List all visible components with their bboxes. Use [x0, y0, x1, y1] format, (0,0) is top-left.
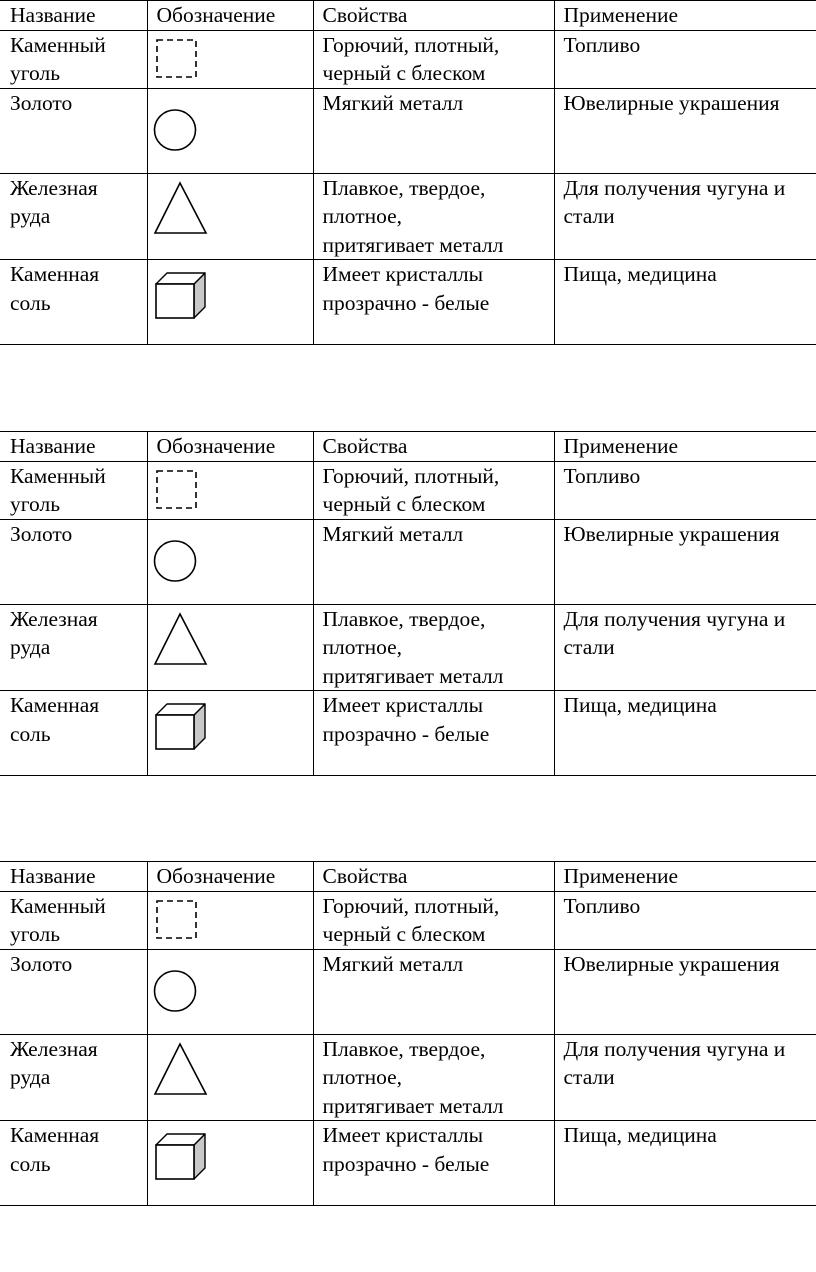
properties-line: Мягкий металл	[322, 521, 464, 546]
name-line: Каменный	[10, 893, 106, 918]
name-line: соль	[10, 721, 51, 746]
name-line: руда	[10, 204, 51, 228]
cube-icon	[148, 260, 313, 344]
name-line: уголь	[10, 922, 61, 946]
table-header-row	[0, 432, 816, 462]
cell-name	[0, 949, 147, 1034]
cell-properties	[313, 949, 554, 1034]
cell-properties	[313, 691, 554, 776]
use-line: Для получения чугуна и	[563, 606, 786, 631]
table-row	[0, 461, 816, 519]
cell-name	[0, 173, 147, 260]
properties-line: черный с блеском	[322, 492, 486, 516]
use-line: Топливо	[563, 893, 641, 918]
minerals-table	[0, 0, 816, 345]
circle-icon	[148, 520, 313, 604]
table-header-row	[0, 1, 816, 31]
properties-line: плотное,	[322, 204, 403, 228]
cell-use	[554, 88, 816, 173]
use-line: Ювелирные украшения	[563, 951, 780, 976]
header-use: Применение	[554, 862, 816, 892]
name-line: руда	[10, 635, 51, 659]
table-row	[0, 949, 816, 1034]
name-line: уголь	[10, 61, 61, 85]
name-line: Каменная	[10, 1123, 100, 1147]
use-line: Топливо	[563, 463, 641, 488]
header-symbol: Обозначение	[147, 862, 313, 892]
cell-properties	[313, 461, 554, 519]
name-line: Железная	[10, 606, 98, 631]
triangle-icon	[148, 174, 313, 258]
properties-line: черный с блеском	[322, 61, 486, 85]
use-line: стали	[563, 1065, 615, 1089]
cell-name	[0, 1121, 147, 1206]
cell-use	[554, 461, 816, 519]
header-properties: Свойства	[313, 1, 554, 31]
cell-properties	[313, 519, 554, 604]
use-line: Для получения чугуна и	[563, 175, 786, 200]
cell-name	[0, 891, 147, 949]
cell-symbol	[147, 1034, 313, 1121]
cell-use	[554, 691, 816, 776]
table-row	[0, 88, 816, 173]
name-line: Железная	[10, 1036, 98, 1061]
cell-symbol	[147, 30, 313, 88]
use-line: Пища, медицина	[563, 693, 717, 717]
properties-line: плотное,	[322, 1065, 403, 1089]
cell-use	[554, 891, 816, 949]
cell-properties	[313, 1121, 554, 1206]
cell-name	[0, 604, 147, 691]
name-line: Каменный	[10, 32, 106, 57]
cell-use	[554, 1121, 816, 1206]
cell-properties	[313, 260, 554, 345]
cell-use	[554, 173, 816, 260]
header-symbol: Обозначение	[147, 1, 313, 31]
cell-symbol	[147, 173, 313, 260]
properties-line: прозрачно - белые	[322, 290, 490, 315]
cell-name	[0, 260, 147, 345]
name-line: соль	[10, 290, 51, 315]
header-symbol: Обозначение	[147, 432, 313, 462]
table-row	[0, 691, 816, 776]
table-row	[0, 604, 816, 691]
cell-name	[0, 1034, 147, 1121]
cell-symbol	[147, 1121, 313, 1206]
cube-icon	[148, 691, 313, 775]
name-line: уголь	[10, 492, 61, 516]
header-name: Название	[0, 862, 147, 892]
cube-icon	[148, 1121, 313, 1205]
properties-line: Плавкое, твердое,	[322, 1036, 486, 1061]
minerals-table	[0, 431, 816, 776]
properties-line: Плавкое, твердое,	[322, 606, 486, 631]
use-line: Ювелирные украшения	[563, 90, 780, 115]
properties-line: плотное,	[322, 635, 403, 659]
properties-line: Плавкое, твердое,	[322, 175, 486, 200]
circle-icon	[148, 89, 313, 173]
use-line: Ювелирные украшения	[563, 521, 780, 546]
dashed-square-icon	[148, 892, 313, 948]
minerals-table	[0, 861, 816, 1206]
cell-use	[554, 1034, 816, 1121]
header-name: Название	[0, 432, 147, 462]
cell-symbol	[147, 519, 313, 604]
cell-use	[554, 519, 816, 604]
name-line: Золото	[10, 90, 73, 115]
use-line: Пища, медицина	[563, 1123, 717, 1147]
cell-properties	[313, 604, 554, 691]
cell-name	[0, 461, 147, 519]
cell-symbol	[147, 949, 313, 1034]
properties-line: прозрачно - белые	[322, 1151, 490, 1176]
cell-name	[0, 88, 147, 173]
name-line: Каменный	[10, 463, 106, 488]
name-line: Железная	[10, 175, 98, 200]
header-name: Название	[0, 1, 147, 31]
table-row	[0, 519, 816, 604]
cell-use	[554, 604, 816, 691]
properties-line: Имеет кристаллы	[322, 262, 484, 286]
properties-line: Мягкий металл	[322, 90, 464, 115]
dashed-square-icon	[148, 31, 313, 87]
properties-line: прозрачно - белые	[322, 721, 490, 746]
properties-line: Горючий, плотный,	[322, 463, 500, 488]
name-line: Каменная	[10, 262, 100, 286]
table-row	[0, 30, 816, 88]
properties-line: Мягкий металл	[322, 951, 464, 976]
dashed-square-icon	[148, 462, 313, 518]
cell-name	[0, 519, 147, 604]
circle-icon	[148, 950, 313, 1034]
table-header-row	[0, 862, 816, 892]
use-line: Для получения чугуна и	[563, 1036, 786, 1061]
name-line: Золото	[10, 521, 73, 546]
properties-line: Имеет кристаллы	[322, 1123, 484, 1147]
cell-properties	[313, 30, 554, 88]
properties-line: Горючий, плотный,	[322, 893, 500, 918]
table-row	[0, 1034, 816, 1121]
header-use: Применение	[554, 1, 816, 31]
table-row	[0, 260, 816, 345]
cell-name	[0, 30, 147, 88]
header-properties: Свойства	[313, 862, 554, 892]
use-line: стали	[563, 635, 615, 659]
triangle-icon	[148, 1035, 313, 1119]
table-row	[0, 173, 816, 260]
cell-symbol	[147, 691, 313, 776]
name-line: соль	[10, 1151, 51, 1176]
table-row	[0, 891, 816, 949]
cell-symbol	[147, 260, 313, 345]
header-properties: Свойства	[313, 432, 554, 462]
triangle-icon	[148, 605, 313, 689]
properties-line: черный с блеском	[322, 922, 486, 946]
use-line: Топливо	[563, 32, 641, 57]
properties-line: притягивает металл	[322, 663, 504, 688]
header-use: Применение	[554, 432, 816, 462]
properties-line: Имеет кристаллы	[322, 693, 484, 717]
cell-name	[0, 691, 147, 776]
cell-symbol	[147, 461, 313, 519]
cell-properties	[313, 88, 554, 173]
properties-line: Горючий, плотный,	[322, 32, 500, 57]
cell-properties	[313, 1034, 554, 1121]
name-line: руда	[10, 1065, 51, 1089]
properties-line: притягивает металл	[322, 232, 504, 257]
cell-use	[554, 30, 816, 88]
table-row	[0, 1121, 816, 1206]
cell-symbol	[147, 88, 313, 173]
name-line: Золото	[10, 951, 73, 976]
properties-line: притягивает металл	[322, 1093, 504, 1118]
cell-symbol	[147, 891, 313, 949]
cell-symbol	[147, 604, 313, 691]
name-line: Каменная	[10, 693, 100, 717]
cell-properties	[313, 891, 554, 949]
use-line: Пища, медицина	[563, 262, 717, 286]
cell-use	[554, 949, 816, 1034]
cell-use	[554, 260, 816, 345]
use-line: стали	[563, 204, 615, 228]
cell-properties	[313, 173, 554, 260]
